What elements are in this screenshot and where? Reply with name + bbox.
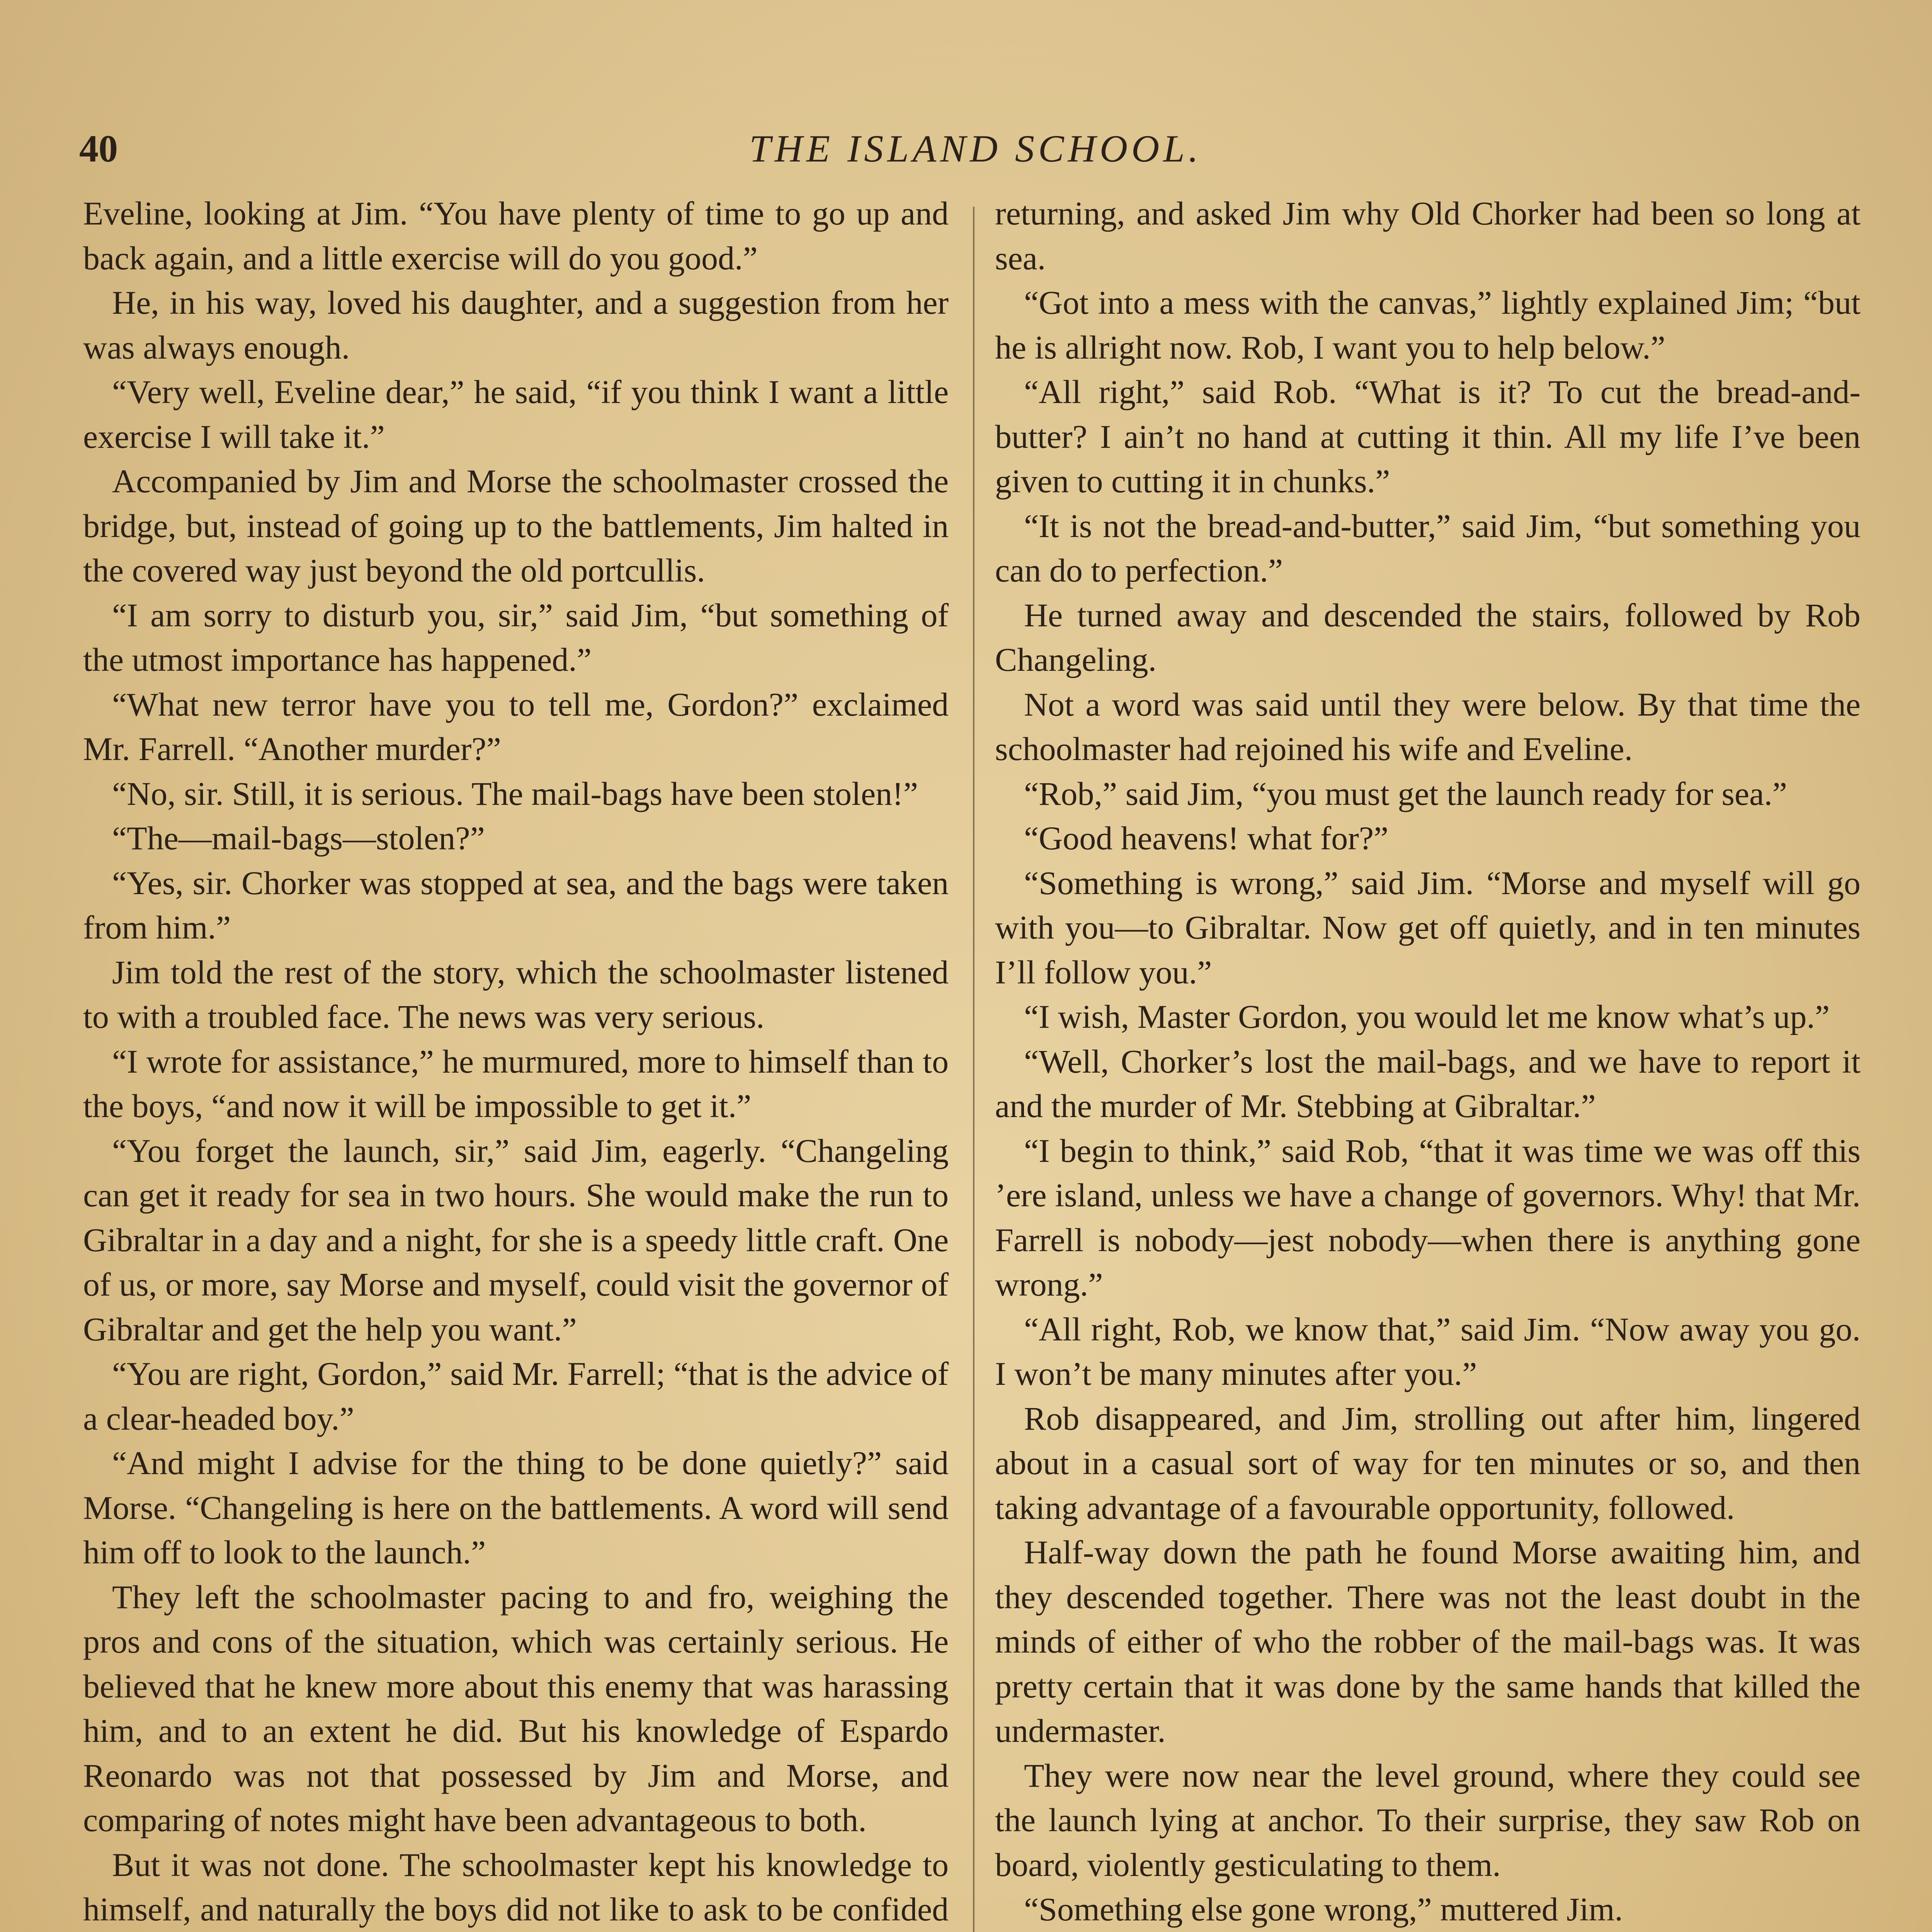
paragraph: “Yes, sir. Chorker was stopped at sea, and the bags were taken from him.” [83,864,949,946]
paragraph: Accompanied by Jim and Morse the schoolmaster crossed the bridge, but, instead of going up to the battlements, Jim halted in the covered way just beyond the old portcullis. [83,463,949,589]
page-header [79,120,1872,178]
paragraph: Jim told the rest of the story, which the schoolmaster listened to with a troubled face. The news was very serious. [83,953,949,1035]
paragraph: “I am sorry to disturb you, sir,” said Jim, “but something of the utmost importance has happened.” [83,596,949,678]
paragraph: “All right, Rob, we know that,” said Jim. “Now away you go. I won’t be many minutes after you.” [995,1310,1861,1392]
paragraph: He, in his way, loved his daughter, and a suggestion from her was always enough. [83,284,949,366]
paragraph: They left the schoolmaster pacing to and fro, weighing the pros and cons of the situation, which was certainly serious. He believed that he knew more about this enemy that was harassing him, and to an extent he did. But his knowledge of Espardo Reonardo was not that possessed by Jim and Morse, and comparing of notes might have been advantageous to both. [83,1578,949,1838]
paragraph: “I begin to think,” said Rob, “that it was time we was off this ’ere island, unless we have a change of governors. Why! that Mr. Farrell is nobody—jest nobody—when there is anything gone wrong.” [995,1132,1861,1303]
paragraph: “You are right, Gordon,” said Mr. Farrell; “that is the advice of a clear-headed boy.” [83,1355,949,1437]
paragraph: “Rob,” said Jim, “you must get the launch ready for sea.” [1024,775,1787,812]
paragraph: “Very well, Eveline dear,” he said, “if you think I want a little exercise I will take it.” [83,373,949,455]
running-head: THE ISLAND SCHOOL. [749,127,1202,170]
paragraph: returning, and asked Jim why Old Chorker had been so long at sea. [995,195,1861,277]
paragraph: Half-way down the path he found Morse awaiting him, and they descended together. There was not the least doubt in the minds of either of who the robber of the mail-bags was. It was pretty certain that it was done by the same hands that killed the undermaster. [995,1534,1861,1749]
paragraph: “The—mail-bags—stolen?” [112,820,485,857]
paragraph: “What new terror have you to tell me, Gordon?” exclaimed Mr. Farrell. “Another murder?” [83,685,949,767]
paragraph: Rob disappeared, and Jim, strolling out after him, lingered about in a casual sort of way for ten minutes or so, and then taking advantage of a favourable opportunity, followed. [995,1400,1861,1526]
paragraph: “All right,” said Rob. “What is it? To cut the bread-and-butter? I ain’t no hand at cutting it thin. All my life I’ve been given to cutting it in chunks.” [995,373,1861,500]
paragraph: He turned away and descended the stairs, followed by Rob Changeling. [995,596,1861,678]
paragraph: “Something else gone wrong,” muttered Jim. [1024,1891,1623,1928]
paragraph: But it was not done. The schoolmaster kept his knowledge to himself, and naturally the boys did not like to ask to be confided [83,1846,949,1928]
paragraph: “No, sir. Still, it is serious. The mail-bags have been stolen!” [112,775,918,812]
paragraph: “And might I advise for the thing to be done quietly?” said Morse. “Changeling is here on the battlements. A word will send him off to look to the launch.” [83,1444,949,1571]
paragraph: “I wrote for assistance,” he murmured, more to himself than to the boys, “and now it will be impossible to get it.” [83,1043,949,1124]
paragraph: “Something is wrong,” said Jim. “Morse and myself will go with you—to Gibraltar. Now get off quietly, and in ten minutes I’ll follow you.” [995,864,1861,991]
paragraph: “I wish, Master Gordon, you would let me know what’s up.” [1024,998,1830,1035]
paragraph: They were now near the level ground, where they could see the launch lying at anchor. To their surprise, they saw Rob on board, violently gesticulating to them. [995,1757,1861,1883]
paragraph: “It is not the bread-and-butter,” said Jim, “but something you can do to perfection.” [995,507,1861,589]
paragraph: “Good heavens! what for?” [1024,820,1389,857]
right-column [995,191,1861,1932]
paragraph: Not a word was said until they were below. By that time the schoolmaster had rejoined his wife and Eveline. [995,685,1861,767]
page-number: 40 [79,127,118,170]
paragraph: “Well, Chorker’s lost the mail-bags, and we have to report it and the murder of Mr. Stebbing at Gibraltar.” [995,1043,1861,1124]
paragraph: “You forget the launch, sir,” said Jim, eagerly. “Changeling can get it ready for sea in two hours. She would make the run to Gibraltar in a day and a night, for she is a speedy little craft. One of us, or more, say Morse and myself, could visit the governor of Gibraltar and get the help you want.” [83,1132,949,1348]
paragraph: Eveline, looking at Jim. “You have plenty of time to go up and back again, and a little exercise will do you good.” [83,195,949,277]
column-divider [973,207,975,1932]
paragraph: “Got into a mess with the canvas,” lightly explained Jim; “but he is allright now. Rob, I want you to help below.” [995,284,1861,366]
left-column [83,191,949,1932]
